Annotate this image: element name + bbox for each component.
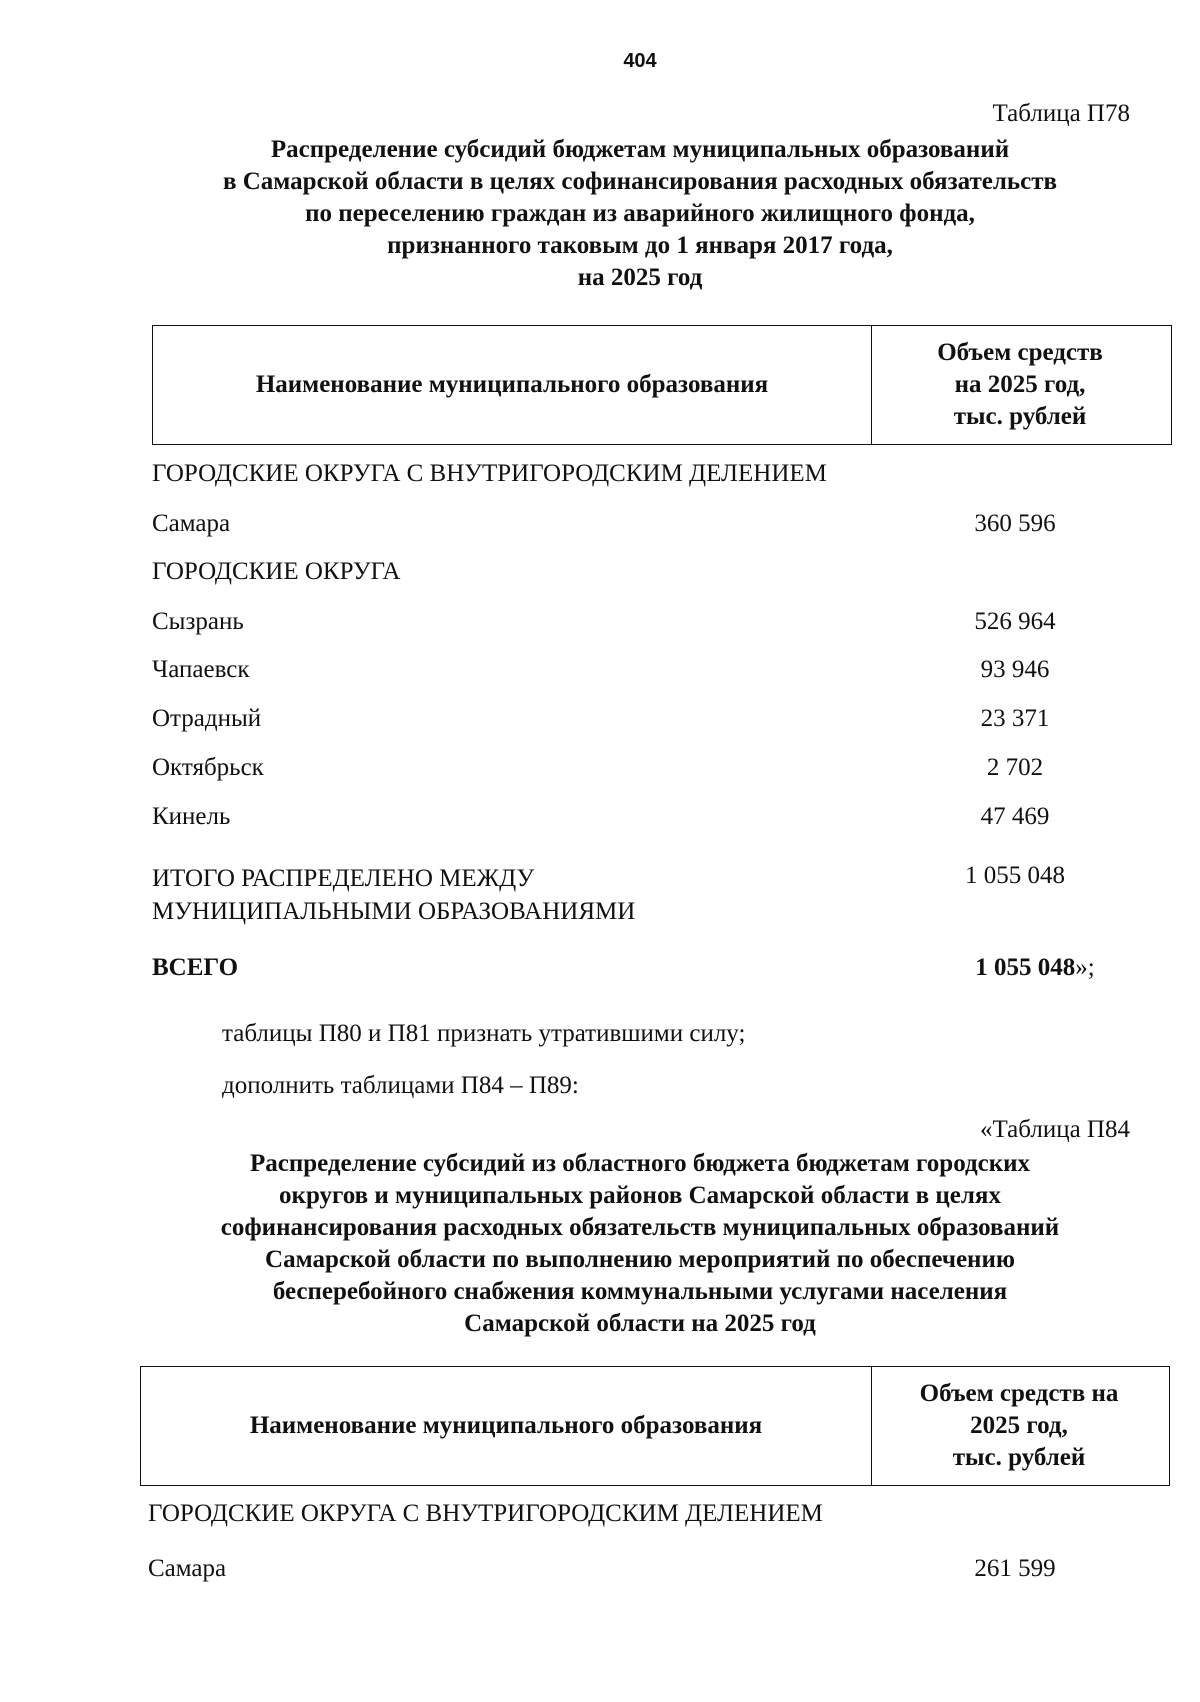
table-row-name: Самара bbox=[148, 1555, 227, 1582]
table-1-title-line: признанного таковым до 1 января 2017 года, bbox=[387, 232, 893, 259]
table-2-title-line: софинансирования расходных обязательств муниципальных образований bbox=[220, 1214, 1060, 1241]
table-row-name: Самара bbox=[152, 510, 231, 537]
table-1-title-line: на 2025 год bbox=[577, 264, 703, 291]
grand-total-label: ВСЕГО bbox=[152, 954, 239, 981]
table-2-header-value bbox=[869, 1367, 1169, 1485]
total-distributed-line: МУНИЦИПАЛЬНЫМИ ОБРАЗОВАНИЯМИ bbox=[152, 898, 636, 925]
paragraph: дополнить таблицами П84 – П89: bbox=[222, 1072, 579, 1099]
grand-total-number: 1 055 048 bbox=[975, 954, 1076, 981]
table-2-title bbox=[140, 1148, 1140, 1340]
table-2-title-line: бесперебойного снабжения коммунальными услугами населения bbox=[272, 1278, 1008, 1305]
table-2-title-line: Самарской области на 2025 год bbox=[464, 1310, 816, 1337]
table-1-label: Таблица П78 bbox=[992, 100, 1130, 127]
table-1-title-line: Распределение субсидий бюджетам муниципальных образований bbox=[270, 136, 1010, 163]
table-row-value: 47 469 bbox=[980, 803, 1050, 830]
total-distributed-label bbox=[152, 862, 635, 928]
table-1-header-name: Наименование муниципального образования bbox=[153, 326, 872, 444]
total-distributed-line: ИТОГО РАСПРЕДЕЛЕНО МЕЖДУ bbox=[152, 865, 535, 892]
table-row-value: 360 596 bbox=[974, 510, 1056, 537]
table-2-section-urban-districts-intracity: ГОРОДСКИЕ ОКРУГА С ВНУТРИГОРОДСКИМ ДЕЛЕНИЕМ bbox=[148, 1500, 823, 1527]
header-value-line: на 2025 год, bbox=[954, 371, 1086, 398]
table-2-label: «Таблица П84 bbox=[980, 1116, 1130, 1143]
table-row-value: 23 371 bbox=[980, 705, 1050, 732]
table-row-value: 261 599 bbox=[974, 1555, 1056, 1582]
grand-total-value bbox=[935, 954, 1135, 982]
table-2-title-line: Самарской области по выполнению мероприятий по обеспечению bbox=[265, 1246, 1015, 1273]
table-row-name: Чапаевск bbox=[152, 656, 250, 683]
table-row-value: 93 946 bbox=[980, 656, 1050, 683]
table-2-title-line: округов и муниципальных районов Самарской области в целях bbox=[279, 1182, 1001, 1209]
table-row-name: Октябрьск bbox=[152, 754, 264, 781]
table-row-name: Кинель bbox=[152, 803, 231, 830]
grand-total-suffix: »; bbox=[1075, 954, 1095, 981]
table-2-header-name: Наименование муниципального образования bbox=[141, 1367, 872, 1485]
table-row-value: 526 964 bbox=[974, 608, 1056, 635]
table-1-title-line: по переселению граждан из аварийного жилищного фонда, bbox=[305, 200, 975, 227]
table-1-section-urban-districts: ГОРОДСКИЕ ОКРУГА bbox=[152, 558, 401, 585]
table-1-header-value bbox=[869, 326, 1171, 444]
table-1-title bbox=[140, 134, 1140, 294]
header-value-line: тыс. рублей bbox=[952, 1444, 1086, 1471]
table-1-section-urban-districts-intracity: ГОРОДСКИЕ ОКРУГА С ВНУТРИГОРОДСКИМ ДЕЛЕНИЕМ bbox=[152, 460, 827, 487]
table-1-title-line: в Самарской области в целях софинансирования расходных обязательств bbox=[223, 168, 1057, 195]
table-2-title-line: Распределение субсидий из областного бюджета бюджетам городских bbox=[249, 1150, 1031, 1177]
header-value-line: Объем средств bbox=[937, 339, 1103, 366]
table-2-header bbox=[140, 1366, 1170, 1486]
header-value-line: тыс. рублей bbox=[953, 403, 1087, 430]
total-distributed-value: 1 055 048 bbox=[965, 862, 1065, 889]
table-1-header bbox=[152, 325, 1172, 445]
table-row-name: Сызрань bbox=[152, 608, 244, 635]
page-number: 404 bbox=[623, 50, 657, 72]
table-row-name: Отрадный bbox=[152, 705, 262, 732]
table-row-value: 2 702 bbox=[986, 754, 1044, 781]
header-value-line: 2025 год, bbox=[970, 1412, 1068, 1439]
paragraph: таблицы П80 и П81 признать утратившими силу; bbox=[222, 1020, 746, 1047]
header-value-line: Объем средств на bbox=[919, 1380, 1119, 1407]
